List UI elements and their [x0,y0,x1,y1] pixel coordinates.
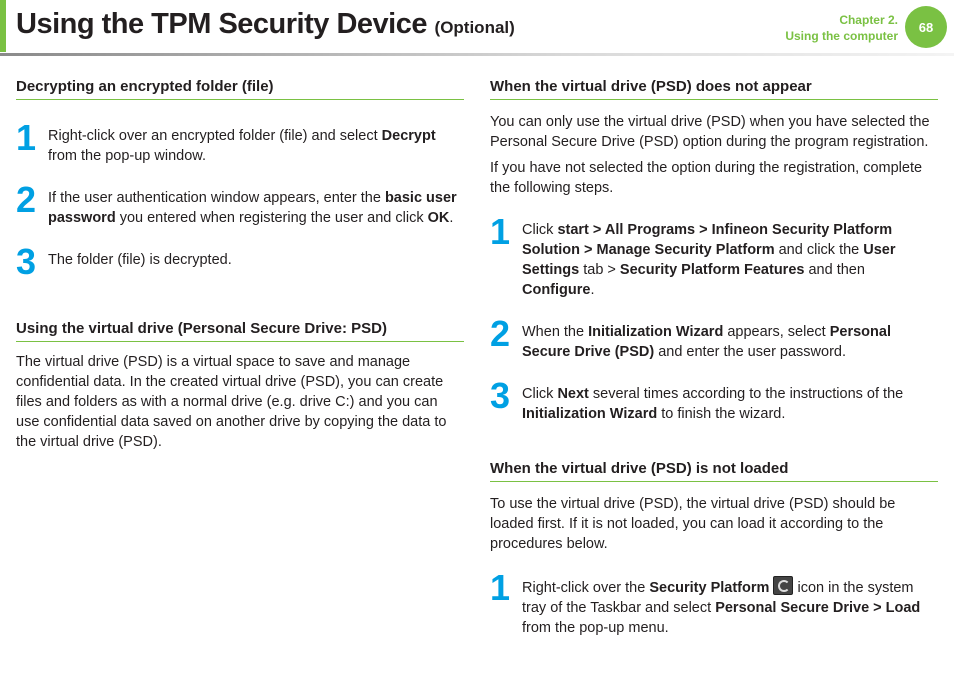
not-appear-para-2: If you have not selected the option during the registration, complete the following steps. [490,160,923,196]
page-title-suffix: (Optional) [434,18,515,37]
step-number: 1 [490,211,511,252]
page-title [16,8,515,41]
not-appear-para-1: You can only use the virtual drive (PSD) when you have selected the Personal Secure Drive (PSD) option during the program registration. [490,114,930,150]
step-text: Right-click over the Security Platform icon in the system tray of the Taskbar and select Personal Secure Drive > Load from the pop-up menu. [522,576,938,638]
not-appear-step-3 [490,375,938,424]
section-heading-not-appear: When the virtual drive (PSD) does not appear [490,78,938,100]
not-loaded-para-1: To use the virtual drive (PSD), the virtual drive (PSD) should be loaded first. If it is not loaded, you can load it according to the procedures below. [490,496,896,552]
page-header [0,0,954,56]
header-accent-bar [0,0,6,52]
step-number: 3 [490,375,511,416]
security-platform-tray-icon [773,576,793,595]
chapter-title: Using the computer [785,29,898,43]
not-loaded-step-1 [490,567,938,638]
left-column [16,78,464,452]
header-divider [0,53,954,56]
decrypt-step-2 [16,179,464,228]
step-number: 1 [490,567,511,608]
not-appear-step-1 [490,211,938,300]
decrypt-step-3 [16,241,464,282]
step-text: When the Initialization Wizard appears, select Personal Secure Drive (PSD) and enter the user password. [522,324,891,360]
right-column [490,78,938,638]
step-number: 2 [16,179,37,220]
step-text: The folder (file) is decrypted. [48,252,232,268]
decrypt-step-1 [16,117,464,166]
step-number: 1 [16,117,37,158]
step-number: 3 [16,241,37,282]
not-appear-step-2 [490,313,938,362]
step-text: Click Next several times according to the instructions of the Initialization Wizard to finish the wizard. [522,386,904,422]
section-heading-decrypt: Decrypting an encrypted folder (file) [16,78,464,100]
section-heading-not-loaded: When the virtual drive (PSD) is not loaded [490,460,938,482]
step-text: If the user authentication window appears, enter the basic user password you entered when registering the user and click OK. [48,190,457,226]
page-title-text: Using the TPM Security Device [16,8,427,40]
chapter-number: Chapter 2. [839,13,898,27]
psd-description: The virtual drive (PSD) is a virtual space to save and manage confidential data. In the created virtual drive (PSD), you can create files and folders as with a normal drive (e.g. drive C:) and you can use confidential data saved on another drive by copying the data to the virtual drive (PSD). [16,354,447,450]
step-number: 2 [490,313,511,354]
chapter-label [785,12,898,44]
step-text: Right-click over an encrypted folder (file) and select Decrypt from the pop-up window. [48,128,436,164]
page-number-badge: 68 [905,6,947,48]
section-heading-psd: Using the virtual drive (Personal Secure Drive: PSD) [16,320,464,342]
step-text: Click start > All Programs > Infineon Security Platform Solution > Manage Security Platform and click the User Settings tab > Security Platform Features and then Configure. [522,222,896,298]
